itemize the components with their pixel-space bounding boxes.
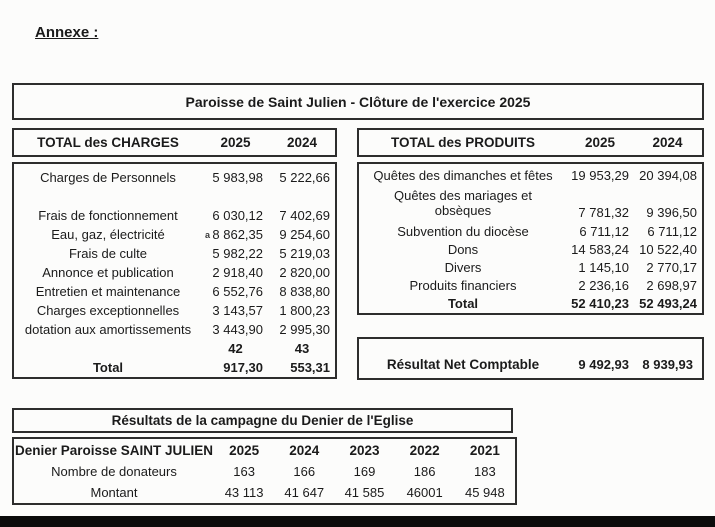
table-row bbox=[359, 276, 702, 294]
row-label bbox=[14, 225, 210, 244]
denier-title: Résultats de la campagne du Denier de l'Eglise bbox=[111, 413, 414, 428]
row-value-2024: 5 222,66 bbox=[279, 170, 330, 185]
annexe-heading: Annexe : bbox=[35, 24, 99, 41]
table-row bbox=[359, 258, 702, 276]
table-row bbox=[14, 206, 335, 225]
row-value-2024: 2 770,17 bbox=[646, 259, 697, 275]
charges-table bbox=[14, 168, 335, 377]
total-value-2024: 553,31 bbox=[290, 360, 330, 375]
row-value-2024: 20 394,08 bbox=[639, 167, 697, 183]
row-value-2024 bbox=[269, 187, 335, 206]
table-row bbox=[14, 301, 335, 320]
row-label: Produits financiers bbox=[409, 277, 517, 293]
table-row bbox=[14, 320, 335, 339]
row-value-2025: 3 143,57 bbox=[212, 303, 263, 318]
table-row bbox=[14, 282, 335, 301]
charges-table-box bbox=[12, 162, 337, 379]
row-value: 169 bbox=[353, 464, 376, 479]
row-value-2025: 6 030,12 bbox=[212, 208, 263, 223]
row-value: 46001 bbox=[406, 485, 443, 500]
row-value-2024: 1 800,23 bbox=[279, 303, 330, 318]
row-value-2025 bbox=[202, 187, 269, 206]
row-label bbox=[359, 184, 567, 222]
row-value: 163 bbox=[233, 464, 255, 479]
row-value-2025: 3 443,90 bbox=[212, 322, 263, 337]
row-label bbox=[14, 187, 202, 206]
row-value-2025: 8 862,35 bbox=[212, 227, 263, 242]
table-row bbox=[359, 166, 702, 184]
total-value-2024: 52 493,24 bbox=[639, 295, 697, 311]
row-label: Charges de Personnels bbox=[40, 170, 176, 185]
resultat-value-2024: 8 939,93 bbox=[642, 357, 693, 372]
row-value-2024: 5 219,03 bbox=[279, 246, 330, 261]
row-value-2024: 10 522,40 bbox=[639, 241, 697, 257]
resultat-label: Résultat Net Comptable bbox=[386, 357, 540, 372]
table-row-total bbox=[359, 294, 702, 312]
produits-title: TOTAL des PRODUITS bbox=[390, 135, 536, 150]
row-value-2025: 5 982,22 bbox=[212, 246, 263, 261]
table-row bbox=[14, 168, 335, 187]
table-row-total-wrap bbox=[14, 339, 335, 358]
row-value-2024: 7 402,69 bbox=[279, 208, 330, 223]
denier-title-box bbox=[12, 408, 513, 433]
row-label: Nombre de donateurs bbox=[51, 464, 177, 479]
charges-header-box bbox=[12, 128, 337, 157]
row-label: Dons bbox=[447, 241, 479, 257]
denier-table bbox=[14, 439, 515, 503]
row-value-2025: 5 983,98 bbox=[212, 170, 263, 185]
denier-header-2023: 2023 bbox=[349, 442, 380, 458]
total-label: Total bbox=[447, 295, 479, 311]
row-label: Frais de culte bbox=[68, 246, 148, 261]
row-value-2025: 1 145,10 bbox=[578, 259, 629, 275]
row-value-2025: 19 953,29 bbox=[571, 167, 629, 183]
row-value: 41 647 bbox=[284, 485, 325, 500]
table-row bbox=[14, 225, 335, 244]
charges-title: TOTAL des CHARGES bbox=[37, 135, 179, 150]
row-value: 183 bbox=[474, 464, 496, 479]
row-label: Frais de fonctionnement bbox=[38, 208, 178, 223]
row-label: Divers bbox=[444, 259, 482, 275]
row-value: 41 585 bbox=[344, 485, 385, 500]
table-row bbox=[14, 461, 515, 482]
produits-header-box bbox=[357, 128, 704, 157]
row-value-2024: 8 838,80 bbox=[279, 284, 330, 299]
denier-header-2022: 2022 bbox=[409, 442, 440, 458]
produits-col-2025: 2025 bbox=[584, 135, 616, 150]
row-label: Quêtes des dimanches et fêtes bbox=[373, 167, 553, 183]
table-row bbox=[14, 244, 335, 263]
produits-col-2024: 2024 bbox=[652, 135, 683, 150]
table-row bbox=[14, 263, 335, 282]
total-wrap-2025: 42 bbox=[228, 341, 243, 356]
row-value-2024: 9 254,60 bbox=[279, 227, 330, 242]
row-label: Montant bbox=[90, 485, 138, 500]
row-value-2025: 2 236,16 bbox=[578, 277, 629, 293]
row-value-2024: 9 396,50 bbox=[646, 205, 697, 220]
table-row bbox=[14, 482, 515, 503]
denier-table-box bbox=[12, 437, 517, 505]
row-label: Annonce et publication bbox=[42, 265, 174, 280]
denier-header-2025: 2025 bbox=[229, 442, 260, 458]
row-value: 43 113 bbox=[224, 485, 264, 500]
row-value-2024: 2 698,97 bbox=[646, 277, 697, 293]
resultat-value-2025: 9 492,93 bbox=[578, 357, 629, 372]
row-label: Subvention du diocèse bbox=[397, 223, 529, 239]
table-row bbox=[359, 222, 702, 240]
row-value-2024: 2 820,00 bbox=[279, 265, 330, 280]
denier-header-2021: 2021 bbox=[469, 442, 500, 458]
row-value: 166 bbox=[293, 464, 316, 479]
table-row-total bbox=[14, 358, 335, 377]
table-row bbox=[359, 184, 702, 222]
row-label: dotation aux amortissements bbox=[24, 322, 192, 337]
denier-header-label: Denier Paroisse SAINT JULIEN bbox=[14, 442, 214, 458]
charges-col-2025: 2025 bbox=[220, 135, 251, 150]
row-value: 186 bbox=[413, 464, 436, 479]
pencil-mark: a bbox=[204, 230, 210, 240]
row-value-2025: 7 781,32 bbox=[578, 205, 629, 220]
main-title: Paroisse de Saint Julien - Clôture de l'exercice 2025 bbox=[185, 93, 531, 110]
charges-col-2024: 2024 bbox=[286, 135, 318, 150]
produits-table bbox=[359, 166, 702, 312]
row-label-text: Eau, gaz, électricité bbox=[51, 227, 165, 242]
row-value-2024: 2 995,30 bbox=[279, 322, 330, 337]
row-label: Charges exceptionnelles bbox=[36, 303, 180, 318]
denier-header-row bbox=[14, 439, 515, 461]
total-value-2025: 917,30 bbox=[223, 360, 263, 375]
resultat-box bbox=[357, 337, 704, 380]
main-title-box bbox=[12, 83, 704, 120]
row-value-2025: 6 552,76 bbox=[212, 284, 263, 299]
scan-bottom-bar bbox=[0, 516, 715, 527]
row-value-2025: 14 583,24 bbox=[571, 241, 629, 257]
row-value-2025: 2 918,40 bbox=[212, 265, 263, 280]
row-label bbox=[14, 339, 202, 358]
table-row-blank bbox=[14, 187, 335, 206]
total-value-2025: 52 410,23 bbox=[571, 295, 629, 311]
row-value-2024: 6 711,12 bbox=[647, 223, 697, 239]
row-label: Entretien et maintenance bbox=[35, 284, 181, 299]
produits-table-box bbox=[357, 162, 704, 315]
denier-header-2024: 2024 bbox=[289, 442, 320, 458]
row-value-2025: 6 711,12 bbox=[579, 223, 629, 239]
total-label: Total bbox=[92, 360, 124, 375]
total-wrap-2024: 43 bbox=[294, 341, 310, 356]
row-value: 45 948 bbox=[464, 485, 505, 500]
table-row bbox=[359, 240, 702, 258]
row-label-text: Quêtes des mariages et obsèques bbox=[393, 188, 533, 218]
